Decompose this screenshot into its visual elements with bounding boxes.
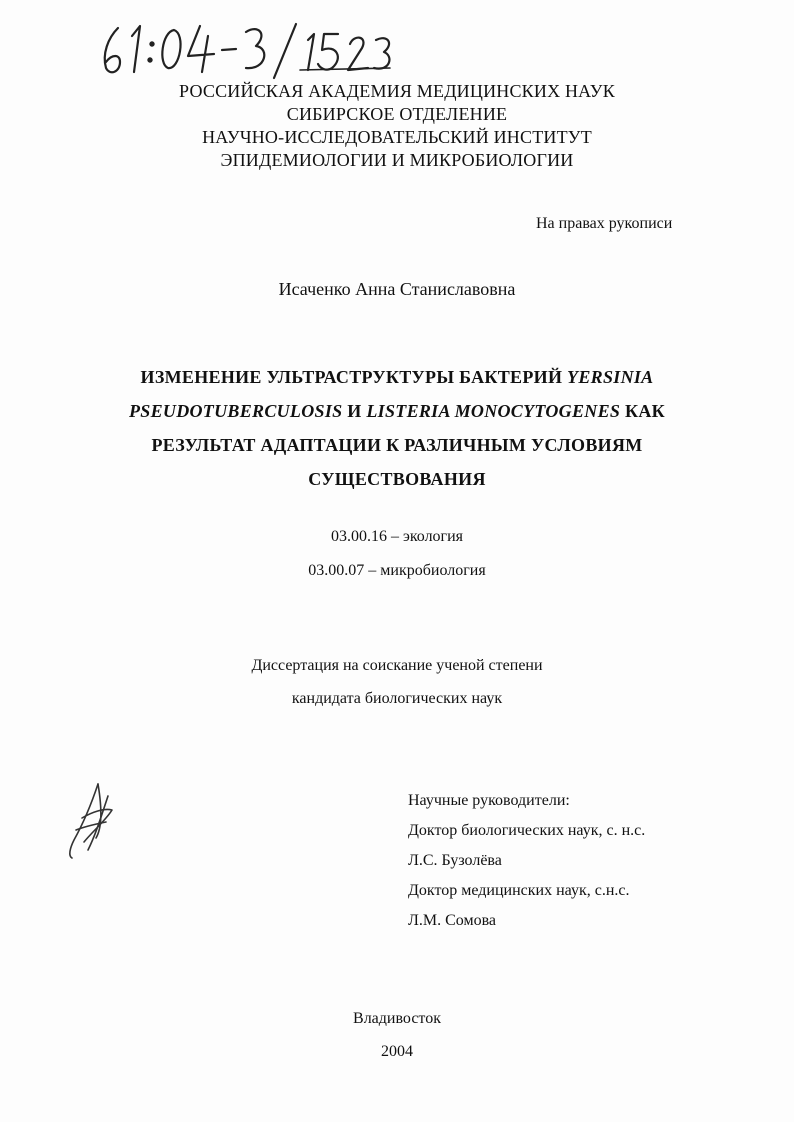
organization-institute: НАУЧНО-ИССЛЕДОВАТЕЛЬСКИЙ ИНСТИТУТ bbox=[202, 127, 592, 147]
rights-note: На правах рукописи bbox=[536, 215, 673, 232]
city: Владивосток bbox=[353, 1010, 441, 1027]
supervisors-heading: Научные руководители: bbox=[408, 792, 570, 809]
organization-branch: СИБИРСКОЕ ОТДЕЛЕНИЕ bbox=[286, 104, 508, 124]
title-line-2: PSEUDOTUBERCULOSIS И LISTERIA MONOCYTOGENES КАК bbox=[129, 401, 665, 421]
author-name: Исаченко Анна Станиславовна bbox=[278, 279, 516, 299]
specialty-ecology: 03.00.16 – экология bbox=[330, 528, 464, 545]
handwritten-archive-code bbox=[96, 14, 396, 84]
dissertation-degree-line-1: Диссертация на соискание ученой степени bbox=[251, 657, 543, 674]
title-line-3: РЕЗУЛЬТАТ АДАПТАЦИИ К РАЗЛИЧНЫМ УСЛОВИЯМ bbox=[151, 435, 643, 455]
signature-mark bbox=[62, 778, 118, 864]
supervisor-1-name: Л.С. Бузолёва bbox=[408, 852, 502, 869]
organization-block bbox=[0, 80, 794, 172]
dissertation-title bbox=[60, 360, 734, 496]
title-line-4: СУЩЕСТВОВАНИЯ bbox=[308, 469, 486, 489]
organization-institute-field: ЭПИДЕМИОЛОГИИ И МИКРОБИОЛОГИИ bbox=[220, 150, 574, 170]
dissertation-degree-line-2: кандидата биологических наук bbox=[291, 690, 503, 707]
year: 2004 bbox=[381, 1043, 413, 1060]
title-line-1: ИЗМЕНЕНИЕ УЛЬТРАСТРУКТУРЫ БАКТЕРИЙ YERSINIA bbox=[140, 367, 654, 387]
supervisors-block bbox=[408, 786, 645, 936]
organization-academy: РОССИЙСКАЯ АКАДЕМИЯ МЕДИЦИНСКИХ НАУК bbox=[179, 81, 615, 101]
supervisor-1-degree: Доктор биологических наук, с. н.с. bbox=[408, 822, 646, 839]
supervisor-2-name: Л.М. Сомова bbox=[408, 912, 497, 929]
specialty-microbiology: 03.00.07 – микробиология bbox=[308, 562, 486, 579]
supervisor-2-degree: Доктор медицинских наук, с.н.с. bbox=[408, 882, 630, 899]
